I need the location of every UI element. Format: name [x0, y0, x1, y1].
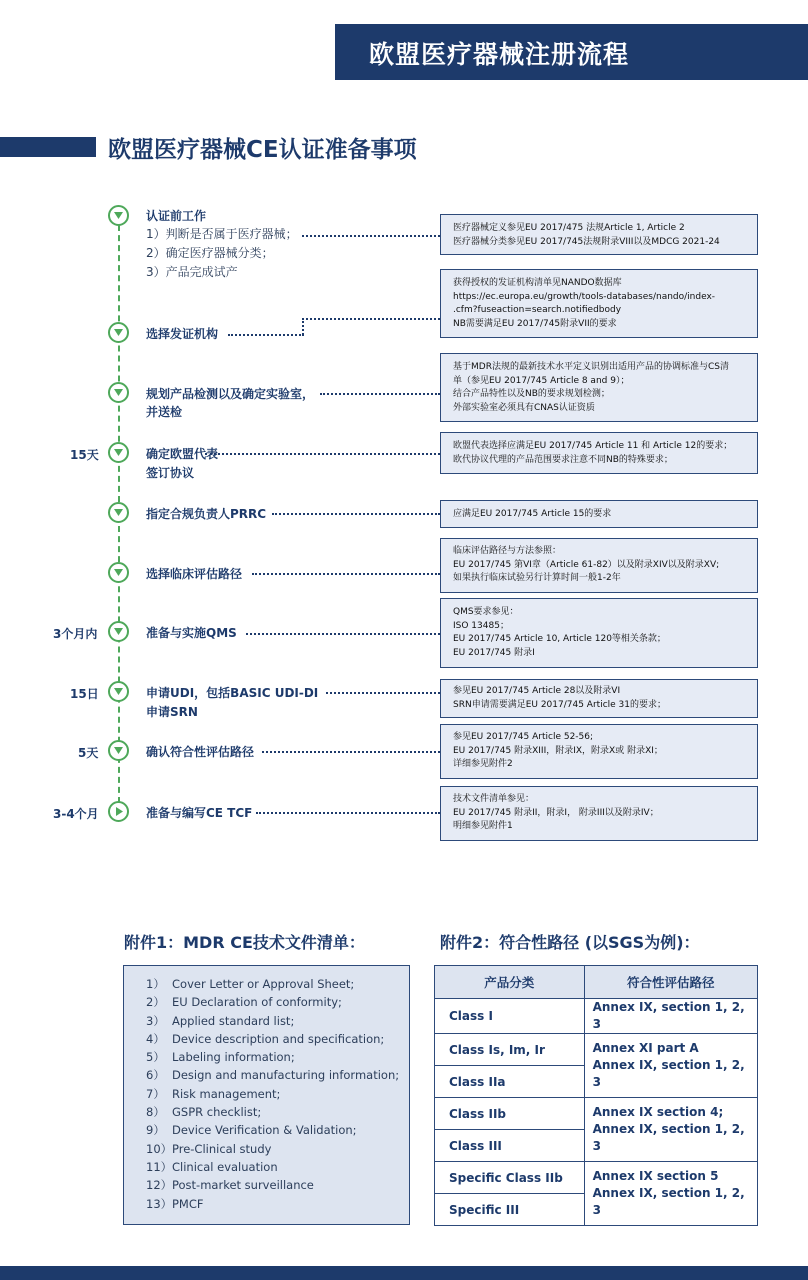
chevron-down-icon [108, 740, 129, 761]
step-label: 申请SRN [146, 705, 198, 719]
duration-label: 3个月内 [53, 627, 98, 641]
note-line: 外部实验室必须具有CNAS认证资质 [453, 402, 595, 413]
connector-line [302, 318, 440, 320]
note-line: https://ec.europa.eu/growth/tools-databases/nando/index- [453, 291, 716, 302]
note-line: 技术文件清单参见： [453, 794, 535, 804]
table-row [435, 1034, 758, 1066]
note-line: EU 2017/745 第VI章（Article 61-82）以及附录XIV以及附录XV; [453, 559, 720, 570]
note-box [440, 786, 758, 841]
note-line: 如果执行临床试验另行计算时间一般1-2年 [453, 573, 621, 583]
connector-line [326, 692, 440, 694]
note-line: 基于MDR法规的最新技术水平定义识别出适用产品的协调标准与CS清 [453, 362, 729, 372]
list-item: 6） Design and manufacturing information; [146, 1068, 400, 1083]
list-item: 2） EU Declaration of conformity; [146, 995, 342, 1010]
connector-line [205, 453, 440, 455]
conformity-table [434, 965, 758, 1226]
step-label: 准备与编写CE TCF [146, 806, 253, 820]
note-box [440, 500, 758, 528]
connector-line [320, 393, 440, 395]
table-cell: Specific III [435, 1194, 585, 1226]
table-cell: Annex IX section 5 Annex IX, section 1, 2, 3 [584, 1162, 757, 1226]
table-cell: Class IIb [435, 1098, 585, 1130]
list-item: 10）Pre-Clinical study [146, 1141, 272, 1156]
play-icon [108, 801, 129, 822]
table-row [435, 1162, 758, 1194]
table-cell: Class Is, Im, Ir [435, 1034, 585, 1066]
step-sub-item: 3）产品完成试产 [146, 265, 238, 279]
note-box [440, 724, 758, 779]
step-sub-item: 1）判断是否属于医疗器械； [146, 227, 298, 241]
note-line: 明细参见附件1 [453, 821, 513, 831]
note-box [440, 269, 758, 338]
tcf-list [123, 965, 410, 1225]
column-header: 符合性评估路径 [584, 966, 757, 999]
note-line: EU 2017/745 附录XIII，附录IX，附录X或 附录XI； [453, 745, 663, 756]
step-label: 指定合规负责人PRRC [146, 507, 267, 521]
table-cell: Specific Class IIb [435, 1162, 585, 1194]
bottom-bar [0, 1266, 808, 1280]
table-cell: Annex XI part A Annex IX, section 1, 2, 3 [584, 1034, 757, 1098]
step-label: 认证前工作 [146, 209, 207, 223]
connector-line [228, 334, 304, 336]
table-cell: Annex IX, section 1, 2, 3 [584, 999, 757, 1034]
note-line: SRN申请需要满足EU 2017/745 Article 31的要求； [453, 699, 666, 710]
connector-line [246, 633, 440, 635]
section-bar [0, 137, 96, 157]
step-label: 确认符合性评估路径 [146, 745, 255, 759]
attachment1-title: 附件1：MDR CE技术文件清单： [124, 933, 365, 952]
column-header: 产品分类 [435, 966, 585, 999]
step-label: 准备与实施QMS [146, 626, 237, 640]
note-line: 结合产品特性以及NB的要求规划检测； [453, 389, 610, 399]
note-line: 详细参见附件2 [453, 759, 513, 769]
list-item: 5） Labeling information; [146, 1050, 295, 1065]
chevron-down-icon [108, 621, 129, 642]
table-cell: Class IIa [435, 1066, 585, 1098]
connector-line [262, 751, 440, 753]
connector-line [272, 513, 440, 515]
duration-label: 3-4个月 [53, 807, 99, 821]
note-line: 医疗器械分类参见EU 2017/745法规附录VIII以及MDCG 2021-24 [453, 236, 720, 247]
table-row [435, 999, 758, 1034]
note-box [440, 538, 758, 593]
list-item: 12）Post-market surveillance [146, 1178, 314, 1193]
note-box [440, 214, 758, 255]
note-line: 获得授权的发证机构清单见NANDO数据库 [453, 278, 622, 288]
list-item: 7） Risk management; [146, 1086, 281, 1101]
table-cell: Class III [435, 1130, 585, 1162]
note-line: NB需要满足EU 2017/745附录VII的要求 [453, 318, 617, 329]
chevron-down-icon [108, 205, 129, 226]
note-line: 欧代协议代理的产品范围要求注意不同NB的特殊要求； [453, 454, 673, 465]
note-line: 医疗器械定义参见EU 2017/475 法规Article 1, Article 2 [453, 223, 685, 233]
note-line: EU 2017/745 Article 10, Article 120等相关条款； [453, 634, 666, 644]
chevron-down-icon [108, 322, 129, 343]
step-label: 确定欧盟代表 [146, 447, 219, 461]
table-cell: Annex IX section 4; Annex IX, section 1, 2, 3 [584, 1098, 757, 1162]
note-line: 单（参见EU 2017/745 Article 8 and 9）； [453, 375, 630, 386]
note-line: 应满足EU 2017/745 Article 15的要求 [453, 509, 612, 519]
step-label: 选择发证机构 [146, 327, 219, 341]
step-label: 选择临床评估路径 [146, 567, 243, 581]
top-banner [335, 24, 808, 80]
section-title: 欧盟医疗器械CE认证准备事项 [108, 137, 417, 163]
connector-line [302, 318, 304, 335]
duration-label: 5天 [78, 746, 99, 760]
note-line: 临床评估路径与方法参照： [453, 546, 562, 556]
list-item: 4） Device description and specification; [146, 1031, 385, 1046]
step-label: 签订协议 [146, 466, 195, 480]
list-item: 9） Device Verification & Validation; [146, 1123, 357, 1138]
connector-line [256, 812, 440, 814]
duration-label: 15日 [70, 687, 99, 701]
note-box [440, 432, 758, 474]
chevron-down-icon [108, 382, 129, 403]
note-line: QMS要求参见： [453, 607, 519, 617]
table-cell: Class I [435, 999, 585, 1034]
duration-label: 15天 [70, 448, 99, 462]
note-line: 参见EU 2017/745 Article 28以及附录VI [453, 686, 621, 696]
attachment2-title: 附件2：符合性路径 (以SGS为例)： [440, 933, 700, 952]
note-box [440, 679, 758, 718]
banner-title: 欧盟医疗器械注册流程 [369, 40, 630, 69]
note-line: .cfm?fuseaction=search.notifiedbody [453, 305, 622, 315]
note-line: 参见EU 2017/745 Article 52-56; [453, 732, 594, 742]
connector-line [252, 573, 440, 575]
step-label: 规划产品检测以及确定实验室， [146, 387, 315, 401]
list-item: 13）PMCF [146, 1196, 204, 1211]
step-sub-item: 2）确定医疗器械分类； [146, 246, 274, 260]
list-item: 8） GSPR checklist; [146, 1105, 262, 1120]
note-box [440, 598, 758, 668]
table-header-row [435, 966, 758, 999]
list-item: 3） Applied standard list; [146, 1013, 295, 1028]
note-line: ISO 13485； [453, 620, 509, 631]
chevron-down-icon [108, 442, 129, 463]
step-label: 并送检 [146, 405, 183, 419]
chevron-down-icon [108, 681, 129, 702]
list-item: 11）Clinical evaluation [146, 1159, 278, 1174]
step-label: 申请UDI，包括BASIC UDI-DI [146, 686, 319, 700]
note-line: EU 2017/745 附录II，附录I， 附录III以及附录IV； [453, 807, 659, 818]
note-line: 欧盟代表选择应满足EU 2017/745 Article 11 和 Article 12的要求； [453, 441, 733, 451]
connector-line [302, 235, 440, 237]
note-line: EU 2017/745 附录I [453, 647, 535, 658]
list-item: 1） Cover Letter or Approval Sheet; [146, 977, 355, 991]
chevron-down-icon [108, 562, 129, 583]
table-row [435, 1098, 758, 1130]
chevron-down-icon [108, 502, 129, 523]
note-box [440, 353, 758, 422]
